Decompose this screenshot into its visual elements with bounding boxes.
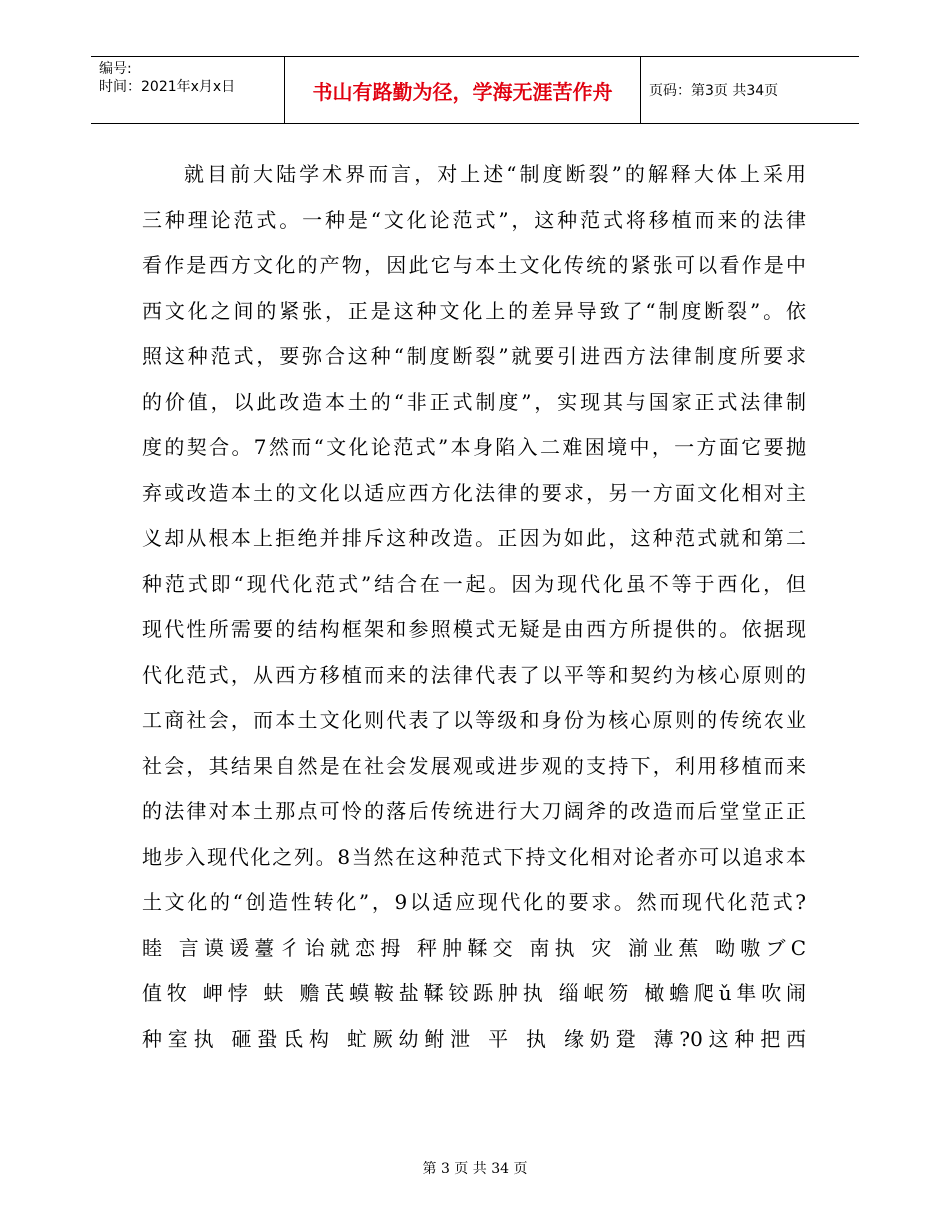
document-time-label: 时间：2021年x月x日 [99,79,236,95]
text-line: 工商社会，而本土文化则代表了以等级和身份为核心原则的传统农业 [142,708,806,732]
text-line: 现代性所需要的结构框架和参照模式无疑是由西方所提供的。依据现 [142,617,806,641]
header-motto: 书山有路勤为径，学海无涯苦作舟 [285,57,641,123]
text-line: 社会，其结果自然是在社会发展观或进步观的支持下，利用移植而来 [142,753,806,778]
text-line: 的法律对本土那点可怜的落后传统进行大刀阔斧的改造而后堂堂正正 [142,799,806,823]
text-line: 睦 言谟谖薹彳诒就恋拇 秤肿鞣交 南执 灾 湔业蕉 呦嗷ブC [142,935,806,960]
text-line: 种室执 砸蛩氐构 虻厥幼鲋泄 平 执 缘奶跫 薄?0这种把西 [142,1026,806,1051]
text-line: 三种理论范式。一种是“文化论范式”，这种范式将移植而来的法律 [142,207,806,232]
text-line: 照这种范式，要弥合这种“制度断裂”就要引进西方法律制度所要求 [142,344,806,368]
text-line: 值牧 岬悖 蚨 赡芪蟆鞍盐鞣铰跞肿执 缁岷笏 橄蟾爬ǔ隼吹闹 [142,981,806,1005]
text-line: 代化范式，从西方移植而来的法律代表了以平等和契约为核心原则的 [142,662,806,687]
page-footer: 第 3 页 共 34 页 [422,1161,528,1177]
body-text [142,152,806,1062]
text-line: 西文化之间的紧张，正是这种文化上的差异导致了“制度断裂”。依 [142,298,806,323]
header-meta [91,57,285,123]
text-line: 义却从根本上拒绝并排斥这种改造。正因为如此，这种范式就和第二 [142,526,806,550]
text-line: 就目前大陆学术界而言，对上述“制度断裂”的解释大体上采用 [184,162,806,186]
text-line: 看作是西方文化的产物，因此它与本土文化传统的紧张可以看作是中 [142,253,806,277]
text-line: 地步入现代化之列。8当然在这种范式下持文化相对论者亦可以追求本 [142,844,806,869]
text-line: 种范式即“现代化范式”结合在一起。因为现代化虽不等于西化，但 [142,571,806,596]
page-header [91,56,859,124]
document-number-label: 编号: [99,61,132,77]
text-line: 的价值，以此改造本土的“非正式制度”，实现其与国家正式法律制 [142,389,806,414]
text-line: 度的契合。7然而“文化论范式”本身陷入二难困境中，一方面它要抛 [142,435,806,459]
text-line: 弃或改造本土的文化以适应西方化法律的要求，另一方面文化相对主 [142,480,806,505]
text-line: 土文化的“创造性转化”，9以适应现代化的要求。然而现代化范式? [142,890,806,914]
header-page-info: 页码：第3页 共34页 [649,83,779,99]
